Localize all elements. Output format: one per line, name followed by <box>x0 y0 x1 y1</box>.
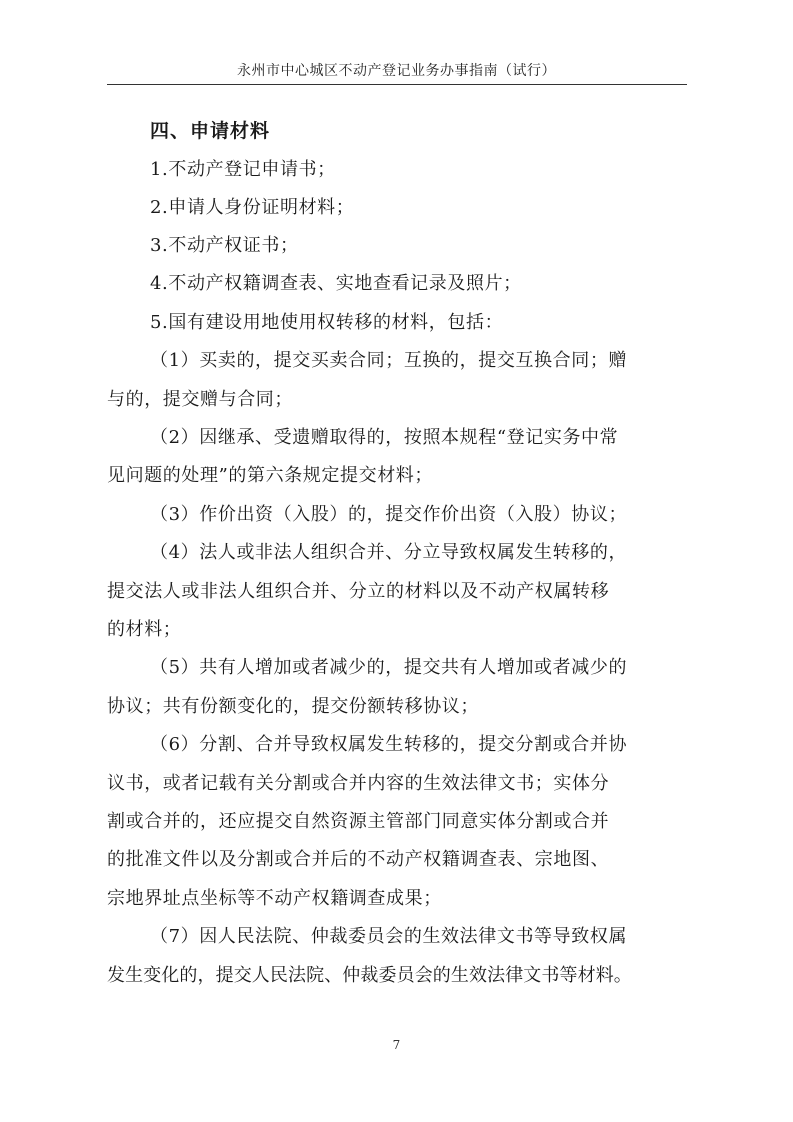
paragraph-line: （3）作价出资（入股）的，提交作价出资（入股）协议； <box>150 504 628 525</box>
section-heading: 四、申请材料 <box>150 120 271 142</box>
header-divider <box>107 84 687 85</box>
paragraph-line: （5）共有人增加或者减少的，提交共有人增加或者减少的 <box>150 657 628 678</box>
paragraph-line: （4）法人或非法人组织合并、分立导致权属发生转移的， <box>150 542 628 563</box>
list-item: 4.不动产权籍调查表、实地查看记录及照片； <box>150 273 522 294</box>
paragraph-line: （7）因人民法院、仲裁委员会的生效法律文书等导致权属 <box>150 926 628 947</box>
list-item: 1.不动产登记申请书； <box>150 159 336 180</box>
paragraph-line: 与的，提交赠与合同； <box>107 389 293 410</box>
paragraph-line: 议书，或者记载有关分割或合并内容的生效法律文书；实体分 <box>107 773 610 794</box>
paragraph-line: 割或合并的，还应提交自然资源主管部门同意实体分割或合并 <box>107 811 610 832</box>
list-item: 2.申请人身份证明材料； <box>150 197 355 218</box>
page-number: 7 <box>392 1038 401 1052</box>
paragraph-line: （6）分割、合并导致权属发生转移的，提交分割或合并协 <box>150 734 628 755</box>
page-header-title: 永州市中心城区不动产登记业务办事指南（试行） <box>237 63 556 79</box>
paragraph-line: 的材料； <box>107 619 182 640</box>
paragraph-line: 宗地界址点坐标等不动产权籍调查成果； <box>107 888 442 909</box>
list-item: 5.国有建设用地使用权转移的材料，包括： <box>150 312 504 333</box>
paragraph-line: 协议；共有份额变化的，提交份额转移协议； <box>107 696 479 717</box>
list-item: 3.不动产权证书； <box>150 235 299 256</box>
paragraph-line: 提交法人或非法人组织合并、分立的材料以及不动产权属转移 <box>107 581 610 602</box>
paragraph-line: 见问题的处理”的第六条规定提交材料； <box>107 465 434 486</box>
paragraph-line: 发生变化的，提交人民法院、仲裁委员会的生效法律文书等材料。 <box>107 965 632 986</box>
paragraph-line: 的批准文件以及分割或合并后的不动产权籍调查表、宗地图、 <box>107 849 610 870</box>
paragraph-line: （1）买卖的，提交买卖合同；互换的，提交互换合同；赠 <box>150 350 628 371</box>
paragraph-line: （2）因继承、受遗赠取得的，按照本规程“登记实务中常 <box>150 427 619 448</box>
